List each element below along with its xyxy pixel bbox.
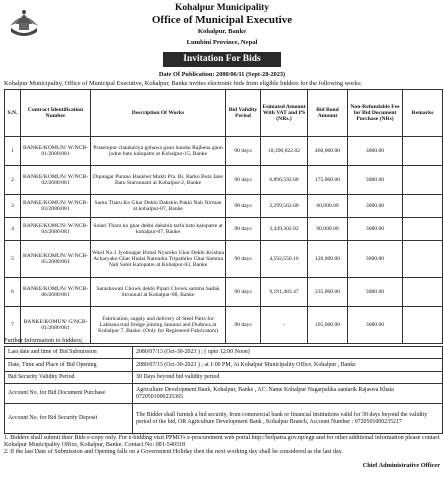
table-cell: 2 [5, 166, 21, 195]
column-header: Bid Bond Amount [308, 90, 348, 137]
info-value: 2080/07/13 (Oct-30-2023 ) ; at 1:00 PM, At Kohalpur Municipality Office, Kohalpur , Banke [133, 359, 443, 372]
publication-date: Date Of Publication: 2080/06/11 (Sept-28-2023) [158, 71, 286, 78]
info-value: 30 Days beyond bid validity period [133, 372, 443, 384]
table-cell: Dipnagar Purano Bankhet Mukti Pra. Bi. Barko Buta Jane Bato Staronnatti at Kohalpur-2, Banke [91, 166, 226, 195]
table-cell: 4,592,550.16 [261, 241, 308, 278]
table-cell: 3000.00 [348, 218, 403, 241]
table-cell: 175,000.00 [308, 166, 348, 195]
table-cell [403, 195, 443, 218]
info-label: Last date and time of Bid Submission [5, 347, 133, 359]
table-header-row [5, 90, 443, 137]
table-cell: 3000.00 [348, 195, 403, 218]
table-cell: 6,896,592.68 [261, 166, 308, 195]
table-row [5, 218, 443, 241]
table-cell: BANKE/KOMUN/ W/NCB-01/2080/081 [21, 137, 91, 166]
intro-text: Kohalpur Municipality, Office of Municipal Executive, Kohalpur, Banke invites electronic bids from eligible bidders for the following works: [4, 80, 362, 87]
info-label: Date, Time and Place of Bid Opening [5, 359, 133, 372]
table-cell: BANKE/KOMUN/ G/NCB-01/2080/081 [21, 307, 91, 344]
table-cell: Sarashawati Chowk dekhi Pipari Chowk samma Sadak Stronnati at Kohalpur-08, Banke [91, 278, 226, 307]
table-cell: BANKE/KOMUN/ W/NCB-04/2080/081 [21, 218, 91, 241]
table-cell [403, 278, 443, 307]
table-cell: Fabrication, supply and delivery of Steel Parts for Lakhana trail bridge joining Januuni and Duduwa at Kohalpur 7, Banke. (Only for Registered Fabricators) [91, 307, 226, 344]
table-cell: 105,000.00 [308, 307, 348, 344]
info-label: Bid Security Validity Period [5, 372, 133, 384]
table-cell: BANKE/KOMUN/ W/NCB-06/2080/081 [21, 278, 91, 307]
table-cell: 2,299,562.68 [261, 195, 308, 218]
table-cell: 235,000.00 [308, 278, 348, 307]
info-label: Account No. for Bid Security Deposit [5, 404, 133, 434]
table-cell: - [261, 307, 308, 344]
table-cell: 60,000.00 [308, 195, 348, 218]
signature-title: Chief Administrative Officer [362, 462, 440, 469]
table-cell: 3 [5, 195, 21, 218]
info-value: The Bidder shall furnish a bid security, from commercial bank or financial institutions valid for 30 days beyond the validity period of the bid, OR Agriculture Development Bank , Kohalpur Branch, Account Number : 0720501000235217 [133, 404, 443, 434]
table-row [5, 241, 443, 278]
table-cell: 3000.00 [348, 166, 403, 195]
table-cell: 1 [5, 137, 21, 166]
column-header: Non-Refundable Fee for Bid Document Purchase (NRs) [348, 90, 403, 137]
table-cell: 3,449,302.82 [261, 218, 308, 241]
table-cell: 90 days [226, 137, 261, 166]
table-cell: 90 days [226, 195, 261, 218]
table-cell: 3000.00 [348, 241, 403, 278]
column-header: Bid Validity Period [226, 90, 261, 137]
office-location: Kohalpur, Banke [197, 28, 247, 35]
info-row [5, 347, 443, 359]
table-cell [403, 307, 443, 344]
info-value: Agriculture Development Bank, Kohalpur, Banke , AC. Name Kohalpur Nagarpalika aantarik Rajaswa Khata 0720501000235365 [133, 384, 443, 404]
table-cell: 90 days [226, 278, 261, 307]
further-info-heading: Further Information to bidders; [4, 337, 83, 344]
table-cell: 5 [5, 241, 21, 278]
table-cell [403, 137, 443, 166]
table-cell: 3000.00 [348, 137, 403, 166]
table-row [5, 166, 443, 195]
table-cell: 4 [5, 218, 21, 241]
table-row [5, 137, 443, 166]
table-cell: Samu Tharu Ko Ghar Dekhi Dakshin Pakki Nali Nirman at kohalpur-07, Banke [91, 195, 226, 218]
table-cell: Ward No.3 Jyotinagar Bimal Nyureko Ghar Dekhi Krishna Acharyako Ghar Hudai Narendra Tripathiko Ghar Samma Nali Sahit Kalopatre at Kohalpur-03, Banke [91, 241, 226, 278]
page-title: Invitation For Bids [163, 52, 281, 67]
info-row [5, 359, 443, 372]
table-row [5, 278, 443, 307]
table-cell: 90 days [226, 241, 261, 278]
table-cell [403, 218, 443, 241]
table-cell: 460,000.00 [308, 137, 348, 166]
table-cell: 90,000.00 [308, 218, 348, 241]
note-item: 1. Bidders shall submit their Bids e-copy only. For e-bidding visit PPMO's e-procurement web portal http://bolpatra.gov.np/egp and for other additional information please contact Kohalpur Municipality Office, Kohalpur, Banke. Contact No: 081-540318 [4, 435, 440, 449]
table-cell: Solari Tharu ko ghar dekhi dakshin tarfa bato kalopatre at kohalpur-07, Banke [91, 218, 226, 241]
table-cell: 90 days [226, 218, 261, 241]
bids-table [4, 89, 443, 344]
table-cell: Prasenipur chaukariya gohawa gaun hundai Rajhena gaun jodne bato kalopatre at Kohalpur-15, Banke [91, 137, 226, 166]
table-row [5, 195, 443, 218]
province-line: Lumbini Province, Nepal [186, 39, 258, 46]
table-cell: 120,000.00 [308, 241, 348, 278]
table-cell: 18,390,822.02 [261, 137, 308, 166]
column-header: S.N. [5, 90, 21, 137]
table-cell [403, 241, 443, 278]
note-item: 2. If the last Date of Submission and Opening falls on a Government Holiday then the next working day shall be considered as the last day. [4, 449, 343, 456]
column-header: Contract Identification Number [21, 90, 91, 137]
table-cell: 7 [5, 307, 21, 344]
table-cell: 90 days [226, 166, 261, 195]
info-table [4, 346, 443, 434]
office-name: Office of Municipal Executive [151, 14, 293, 26]
column-header: Esimated Amount With VAT and PS (NRs.) [261, 90, 308, 137]
column-header: Description Of Works [91, 90, 226, 137]
table-cell: 3000.00 [348, 278, 403, 307]
table-cell: 6 [5, 278, 21, 307]
municipality-name: Kohalpur Municipality [174, 3, 270, 13]
info-value: 2080/07/13 (Oct-30-2023 ) ; ( upto 12:00 Noon) [133, 347, 443, 359]
table-cell: 90 days [226, 307, 261, 344]
table-cell: BANKE/KOMUN/ W/NCB-02/2080/081 [21, 166, 91, 195]
table-cell: BANKE/KOMUN/ W/NCB-05/2080/081 [21, 241, 91, 278]
info-row [5, 384, 443, 404]
info-row [5, 372, 443, 384]
table-cell [403, 166, 443, 195]
notes [4, 435, 442, 457]
column-header: Remarks [403, 90, 443, 137]
table-cell: 3000.00 [348, 307, 403, 344]
info-label: Account No. for Bid Document Purchase [5, 384, 133, 404]
table-cell: 9,191,483.47 [261, 278, 308, 307]
table-cell: BANKE/KOMUN/ W/NCB-03/2080/081 [21, 195, 91, 218]
info-row [5, 404, 443, 434]
